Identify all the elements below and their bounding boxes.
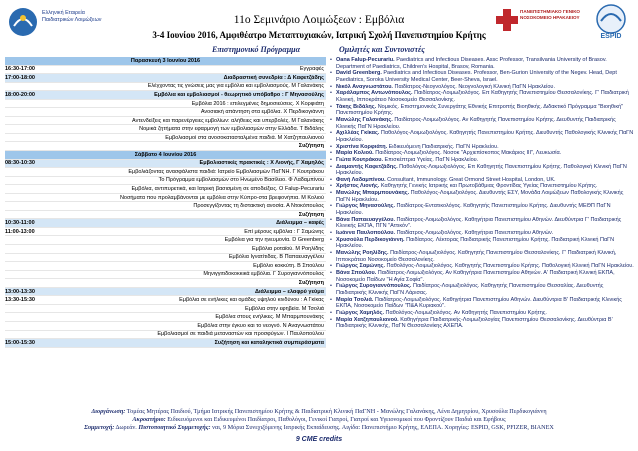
speaker-name: Τάκης Βιδάλης.: [336, 103, 377, 110]
speaker-name: Διαμαντής Καφετζάδης.: [336, 163, 398, 170]
program-row: [5, 236, 326, 245]
program-time: 11:00-13:00: [5, 228, 35, 235]
speaker-name: Γιώτα Κουτράκου.: [336, 156, 383, 163]
speaker-info: Παθολόγος-Λοιμωξιολόγος. Καθηγητής Πανεπιστημίου Κρήτης. Διευθυντής Παθολογικής Κλινικής ΠαΓΝ Ηρακλείου.: [336, 130, 634, 143]
speaker-name: Νικόλ Αναγνωστάτου.: [336, 83, 393, 90]
program-row: [5, 202, 326, 211]
speaker-name: Ιωάννα Παυλοπούλου.: [336, 230, 396, 237]
speaker-info: Παιδίατρος-Λοιμωξιολόγος. Αν Καθηγητής Πανεπιστημίου Κρήτης. Διευθυντής Παιδιατρικής Κλινικής ΠαΓΝ Ηρακλείου.: [336, 116, 616, 130]
certificate-label: Πιστοποιητικό Συμμετοχής:: [138, 423, 211, 431]
speaker-name: Μαρία Χατζηπαυλιανού.: [336, 316, 399, 323]
speaker-info: Παιδίατρος-Λοιμωξιολόγος. Επ Καθηγητής Πανεπιστημίου Θεσσαλονίκης. Γ' Παιδιατρική Κλινική, Ιπποκράτειο Νοσοκομείο Θεσσαλονίκης.: [336, 90, 629, 103]
program-row: [5, 160, 326, 169]
speaker-info: Καθηγητής Γενικής Ιατρικής και Πρωτοβάθμιας Φροντίδας Υγείας Πανεπιστημίου Κρήτης.: [379, 183, 598, 190]
speaker-info: Paediatrics and Infectious Diseases. Professor, Ben-Gurion University of the Negev. Head, Dept Paediatrics, Soroka University Medical Center, Beer-Sheva, Israel.: [336, 70, 617, 83]
program-time: 13:00-13:30: [5, 288, 35, 295]
program-row: [5, 211, 326, 220]
speaker-name: Βάνα Παπαευαγγέλου.: [336, 216, 395, 223]
program-row: [5, 271, 326, 280]
speaker-name: Χρυσούλα Περδικογιάννη.: [336, 236, 405, 243]
speaker-item: [329, 157, 635, 164]
program-description: Εγγραφές: [299, 66, 324, 73]
speaker-name: Μανώλης Ροηλίδης.: [336, 250, 389, 257]
footer-audience: [0, 416, 638, 424]
program-row: [5, 74, 326, 83]
program-row: [5, 142, 326, 151]
speaker-item: [329, 164, 635, 177]
speaker-info: Επισκέπτρια Υγείας. ΠαΓΝ Ηρακλείου.: [382, 156, 479, 163]
program-description: Εμβολιασμοί σε παιδιά μεταναστών και προσφύγων. Ι Παυλοπούλου: [157, 331, 324, 338]
society-logo-text: Ελληνική Εταιρεία Παιδιατρικών Λοιμώξεων: [42, 10, 102, 23]
program-description: Εμβόλια, αντιπυρετικά, και Ιατρική βασισμένη σε αποδείξεις. Ο Falup-Pecurariu: [131, 185, 324, 192]
speaker-info: Παιδίατρος. Λέκτορας Παιδιατρικής Πανεπιστημίου Κρήτης. Παιδιατρική Κλινική ΠαΓΝ Ηρακλείου.: [336, 236, 615, 250]
speaker-name: Βάνα Σπούλου.: [336, 270, 377, 276]
program-description: Εμβόλια στην έγκυο και το νεογνό. Ν Αναγνωστάτου: [197, 322, 324, 329]
speaker-item: [329, 190, 635, 203]
speaker-name: Μαρία Τσολιά.: [336, 296, 374, 303]
speaker-item: [329, 270, 635, 283]
program-row: [5, 262, 326, 271]
org-text: Τομέας Μητέρας Παιδιού, Τμήμα Ιατρικής Πανεπιστημίου Κρήτης & Παιδιατρική Κλινική ΠαΓΝΗ - Μανώλης Γαλανάκης, Λένα Δημητρίου, Χρυσούλα Περδικογιάννη: [125, 408, 547, 415]
speaker-name: Γιώργος Χαμηλός.: [336, 309, 385, 316]
speaker-name: Γιώργος Συρογιαννόπουλος.: [336, 283, 412, 290]
program-row: [5, 228, 326, 237]
footer-participation: [0, 424, 638, 432]
program-description: Ελέγχοντας τις γνώσεις μας για εμβόλια και εμβολιασμούς. Μ Γαλανάκης: [147, 83, 324, 90]
speaker-name: Μανώλης Γαλανάκης.: [336, 116, 393, 123]
footer-organization: [0, 408, 638, 416]
program-row: [5, 296, 326, 305]
speaker-item: [329, 263, 635, 270]
program-description: Εμβολιασμοί στα ανοσοκατασταλμένα παιδιά. Μ Χατζηπαυλιανού: [165, 134, 324, 141]
speaker-info: Paediatrics and Infectious Diseases. Assc Professor, Transilvania University of Brasov. Department of Paediatrics, Children's Hospital, Brasov, Romania.: [336, 57, 607, 70]
program-row: [5, 100, 326, 109]
speaker-info: Παθολόγος-Λοιμωξιολόγος. Διευθυντής ΕΣΥ, Μονάδα Λοιμώξεων Παθολογικής Κλινικής ΠαΓΝ Ηρακλείου.: [336, 190, 624, 203]
program-description: Εμβόλια στους ενήλικες. Μ Μπαρμπουνάκης: [215, 314, 324, 321]
program-row: [5, 168, 326, 177]
speakers-list: [329, 57, 635, 330]
speaker-item: [329, 130, 635, 143]
program-table: [5, 57, 326, 348]
speaker-name: Μανώλης Μπαρμπουνάκης.: [336, 190, 410, 197]
program-description: Εμβολιάζοντας ανασφάλιστα παιδιά: Ιατρείο Εμβολιασμών ΠαΓΝΗ. Γ Κουτράκου: [128, 168, 324, 175]
program-description: Εμβόλια σε ενήλικες και ομάδες υψηλού κινδύνου : Α Γκίκας: [179, 297, 324, 304]
speaker-info: Παθολόγος-Λοιμωξιολόγος. Επ Καθηγητής Πανεπιστημίου Κρήτης. Παθολογική Κλινική ΠαΓΝ Ηρακλείου.: [336, 163, 627, 177]
speaker-info: Παιδίατρος-Λοιμωξιολόγος. Καθηγητής Πανεπιστημίου Θεσσαλίας. Διευθυντής Παιδιατρικής Κλινικής ΠαΓΝ Λάρισας.: [336, 283, 604, 296]
program-time: 10:30-11:00: [5, 220, 35, 227]
speaker-info: Ειδικευόμενη Παιδιατρικής. ΠαΓΝ Ηρακλείου.: [387, 143, 499, 150]
speaker-item: [329, 150, 635, 157]
program-description: Συζήτηση: [298, 211, 324, 218]
speaker-item: [329, 217, 635, 230]
speaker-info: Consultant, Immunology. Great Ormond Street Hospital, London, UK.: [385, 176, 556, 183]
program-row: [5, 117, 326, 126]
speaker-name: Γιώργος Σαμώνης.: [336, 263, 386, 270]
program-row: [5, 254, 326, 263]
audience-label: Ακροατήριο:: [132, 415, 166, 423]
program-row: [5, 66, 326, 75]
speaker-item: [329, 203, 635, 216]
program-time: 16:30-17:00: [5, 66, 35, 73]
speaker-name: Γιώργος Μηνασούλης.: [336, 203, 396, 210]
program-description: Ανοσιακή απάντηση στα εμβόλια. Χ Περδικογιάννη: [200, 109, 324, 116]
participation-text: Δωρεάν.: [114, 423, 139, 431]
speaker-name: David Greenberg.: [336, 70, 382, 77]
cme-credits: 9 CME credits: [295, 436, 343, 443]
speaker-item: [329, 283, 635, 296]
speaker-name: Χαράλαμπος Αντωνόπουλος.: [336, 90, 413, 97]
speaker-info: Καθηγήτρια Παιδιατρικής-Λοιμωξιολογίας Πανεπιστημίου Θεσσαλονίκης. Διευθύντρια Β' Παιδιατρικής Κλινικής, ΠαΓΝ Θεσσαλονίκης ΑΧΕΠΑ.: [336, 316, 613, 330]
espid-label: ESPID: [600, 33, 622, 40]
speaker-item: [329, 57, 635, 70]
speaker-item: [329, 230, 635, 237]
program-description: Νοσήματα που προλαμβάνονται με εμβόλια στην Κύπρο-στα βρεφονήπια. Μ Κολιού: [119, 194, 324, 201]
program-description: Εμβόλια ροταϊού. Μ Ροηλίδης: [251, 245, 324, 252]
program-row: [5, 305, 326, 314]
certificate-text: ναι, 9 Μόρια Συνεχιζόμενης Ιατρικής Εκπαίδευσης. Αιγίδα: Πανεπιστήμιο Κρήτης, ΕΛΕΠΑ. Χορηγίες: ESPID, GSK, PFIZER, BIANEX: [210, 423, 554, 431]
program-row: [5, 134, 326, 143]
speakers-heading: Ομιλητές και Συντονιστές: [339, 45, 425, 54]
program-description: Εμβόλια για την ηνευμονία. D Greenberg: [224, 237, 324, 244]
program-description: Επί μέρους εμβόλια : Γ Σαμώνης: [244, 228, 324, 235]
program-row: [5, 339, 326, 348]
program-row: [5, 83, 326, 92]
program-description: Εμβολιαστικές πρακτικές : Χ Λιονής, Γ Χαμηλός: [199, 160, 324, 167]
program-description: Μηνιγγιτιδοκοκκικά εμβόλια. Γ Συρογιαννόπουλος: [203, 271, 324, 278]
program-row: [5, 219, 326, 228]
speaker-info: Παιδίατρος-Λοιμωξιολόγος. Καθηγήτρια Πανεπιστημίου Αθηνών. Διευθύντρια Β' Παιδιατρικής Κλινικής ΕΚΠΑ, Νοσοκομείο Παίδων "Π&Α Κυριακού".: [336, 296, 622, 310]
speaker-info: Παιδίατρος-Λοιμωξιολόγος. Καθηγητής Πανεπιστημίου Θεσσαλονίκης. Γ' Παιδιατρική Κλινική, Ιπποκράτειο Νοσοκομείο Θεσσαλονίκης.: [336, 250, 617, 263]
audience-text: Ειδικευόμενοι και Ειδικευμένοι Παιδίατροι, Παθολόγοι, Γενικοί Γιατροί, Γιατροί και Υγειονομικοί που Φροντίζουν Παιδιά και Εφήβους: [165, 415, 506, 423]
program-description: Διαδραστική συνεδρία : Δ Καφετζάδης: [223, 74, 324, 81]
program-time: 15:00-15:30: [5, 339, 35, 346]
program-time: 18:00-20:00: [5, 91, 35, 98]
speaker-item: [329, 70, 635, 83]
program-description: Εμβόλια στην εφηβεία. Μ Τσολιά: [245, 305, 324, 312]
hospital-logo-text: ΠΑΝΕΠΙΣΤΗΜΙΑΚΟ ΓΕΝΙΚΟ ΝΟΣΟΚΟΜΕΙΟ ΗΡΑΚΛΕΙΟΥ: [520, 9, 580, 20]
program-row: [5, 125, 326, 134]
program-time: 08:30-10:30: [5, 160, 35, 167]
speaker-item: [329, 104, 635, 117]
speaker-name: Αχιλλέας Γκίκας.: [336, 130, 380, 137]
program-row: [5, 245, 326, 254]
program-row: [5, 331, 326, 340]
speaker-info: Παιδίατρος-Λοιμωξιολόγος. Καθηγήτρια Πανεπιστημίου Αθηνών.: [395, 230, 554, 237]
speaker-info: Παιδίατρος-Λοιμωξιολόγος. Αν Καθηγήτρια Πανεπιστημίου Αθηνών. Α' Παιδιατρική Κλινική ΕΚΠΑ, Νοσοκομείο Παίδων "Η Αγία Σοφία".: [336, 270, 615, 283]
speaker-info: Παιδίατρος-Λοιμωξιολόγος. Νοσοκ "Αρχιεπίσκοπος Μακάριος ΙΙΙ", Λευκωσία.: [373, 150, 562, 157]
program-row: [5, 194, 326, 203]
speaker-name: Oana Falup-Pecurariu.: [336, 57, 395, 63]
program-row: [5, 322, 326, 331]
speaker-info: Παθολόγος-Λοιμωξιολόγος. Καθηγητής Πανεπιστημίου Κρήτης. Παθολογική Κλινική ΠαΓΝ Ηρακλείου.: [385, 263, 634, 270]
org-label: Διοργάνωση:: [91, 408, 126, 415]
speaker-info: Παιδίατρος-Λοιμωξιολόγος. Καθηγήτρια Πανεπιστημίου Αθηνών. Διευθύντρια Γ' Παιδιατρικής Κλινικής ΕΚΠΑ, ΠΓΝ "Αττικόν".: [336, 216, 622, 230]
program-heading: Επιστημονικό Πρόγραμμα: [212, 45, 301, 54]
speaker-item: [329, 310, 635, 317]
page-subtitle: 3-4 Ιουνίου 2016, Αμφιθέατρο Μεταπτυχιακών, Ιατρική Σχολή Πανεπιστημίου Κρήτης: [152, 30, 486, 40]
speaker-item: [329, 250, 635, 263]
program-description: Σάββατο 4 Ιουνίου 2016: [134, 151, 197, 158]
program-description: Παρασκευή 3 Ιουνίου 2016: [130, 57, 201, 64]
program-description: Νομικά ζητήματα στην εφαρμογή των εμβολιασμών στην Ελλάδα. Τ Βιδάλης: [139, 126, 324, 133]
speaker-name: Μαρία Κολιού.: [336, 150, 374, 157]
program-description: Εμβόλια Ιγνατίτιδας. Β Παπαευαγγέλου: [228, 254, 324, 261]
speaker-info: Νομικός. Επιστημονικός Συνεργάτης Εθνικής Επιτροπής Βιοηθικής. Διδακτικό Πρόγραμμα "Βιοηθική" Πανεπιστημίου Κρήτης.: [336, 103, 624, 117]
program-description: Συζήτηση: [298, 143, 324, 150]
program-description: Το Πρόγραμμα εμβολιασμών στο Ηνωμένο Βασίλειο. Φ Λαδαμπίνου: [158, 177, 324, 184]
program-row: [5, 288, 326, 297]
program-description: Προσεγγίζοντας τη διστακτική ανοσία. Α Ντοκόπουλος: [193, 203, 324, 210]
speaker-info: Παιδίατρος-Εντατικολόγος. Καθηγητής Πανεπιστημίου Κρήτης. Διευθυντής ΜΕΘΠ ΠαΓΝ Ηρακλείου.: [336, 203, 611, 217]
program-description: Διάλειμμα – ελαφρύ γεύμα: [255, 288, 324, 295]
program-time: 13:30-15:30: [5, 297, 35, 304]
program-day-header: [5, 57, 326, 66]
program-row: [5, 313, 326, 322]
page-title: 11ο Σεμινάριο Λοιμώξεων : Εμβόλια: [233, 14, 405, 26]
speaker-info: Παιδίατρος-Νεογνολόγος. Νεογνολογική Κλινική ΠαΓΝ Ηρακλείου.: [392, 83, 555, 90]
program-description: Συζήτηση και καταληκτικά συμπεράσματα: [214, 339, 324, 346]
speaker-item: [329, 317, 635, 330]
speaker-item: [329, 237, 635, 250]
speaker-info: Παθολόγος-Λοιμωξιολόγος. Αν Καθηγητής Πανεπιστημίου Κρήτης.: [384, 309, 547, 316]
program-description: Εμβόλια 2016 : επιλεγμένες δημοσιεύσεις. Χ Κορφιάτη: [191, 100, 324, 107]
program-description: Εμβόλια και εμβολιασμοί - θεωρητικό υπόβαθρο : Γ Μηνασούλης: [154, 91, 324, 98]
participation-label: Συμμετοχή:: [84, 423, 115, 431]
program-row: [5, 91, 326, 100]
speaker-name: Χρήστος Λιονής.: [336, 183, 380, 190]
program-row: [5, 108, 326, 117]
program-description: Συζήτηση: [298, 279, 324, 286]
program-description: Αντενδείξεις και παρενέργειες εμβολίων: αλήθειες και υπερβολές. Μ Γαλανάκης: [132, 117, 324, 124]
program-description: Διάλειμμα – καφές: [276, 220, 324, 227]
speaker-item: [329, 90, 635, 103]
program-day-header: [5, 151, 326, 160]
speaker-name: Φανή Λαδαμπίνου.: [336, 176, 386, 183]
program-time: 17:00-18:00: [5, 74, 35, 81]
program-row: [5, 177, 326, 186]
speaker-name: Χριστίνα Κορφιάτη.: [336, 143, 388, 150]
speaker-item: [329, 297, 635, 310]
program-description: Εμβόλιο κοκκύτη. Β Σπούλου: [253, 262, 324, 269]
footer: [0, 408, 638, 431]
program-row: [5, 185, 326, 194]
program-row: [5, 279, 326, 288]
speaker-item: [329, 117, 635, 130]
